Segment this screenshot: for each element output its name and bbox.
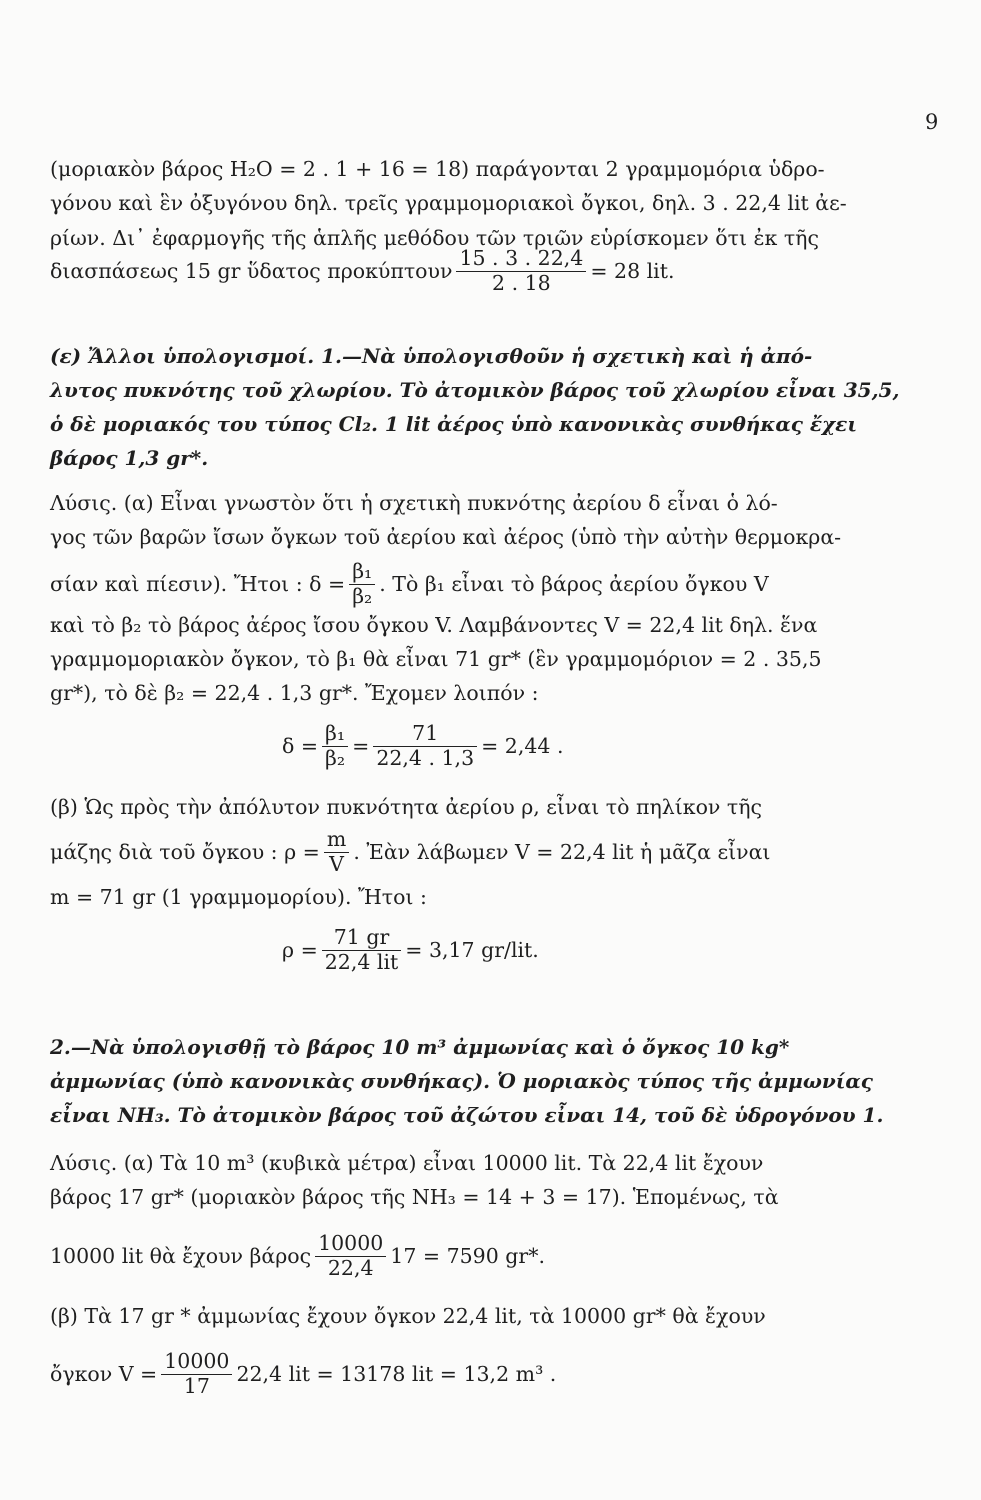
fraction-denominator: 22,4	[327, 1255, 374, 1280]
problem-text: λυτος πυκνότης τοῦ χλωρίου. Τὸ ἀτομικὸν βάρος τοῦ χλωρίου εἶναι 35,5,	[50, 378, 900, 402]
problem-text: ἀμμωνίας (ὑπὸ κανονικὰς συνθήκας). Ὁ μοριακὸς τύπος τῆς ἀμμωνίας	[50, 1069, 873, 1093]
fraction	[322, 722, 348, 770]
text-line-with-fraction	[50, 828, 770, 876]
text-segment: ὄγκον V =	[50, 1361, 158, 1386]
fraction	[161, 1350, 232, 1398]
text-segment: = 28 lit.	[590, 258, 675, 283]
text-line-with-fraction	[50, 247, 675, 295]
text-line-with-fraction	[50, 1350, 556, 1398]
text-segment: σίαν καὶ πίεσιν). Ἤτοι : δ =	[50, 571, 346, 596]
fraction-denominator: V	[329, 851, 344, 876]
text-segment: 22,4 lit = 13178 lit = 13,2 m³ .	[236, 1361, 557, 1386]
problem-heading: (ε) Ἄλλοι ὑπολογισμοί. 1.—Νὰ ὑπολογισθοῦν ἡ σχετικὴ καὶ ἡ ἀπό-	[50, 344, 813, 368]
fraction-numerator: 10000	[161, 1350, 232, 1375]
fraction	[456, 247, 586, 295]
solution-line: Λύσις. (α) Εἶναι γνωστὸν ὅτι ἡ σχετικὴ πυκνότης ἀερίου δ εἶναι ὁ λό-	[50, 491, 778, 515]
fraction-numerator: 10000	[315, 1232, 386, 1257]
equation-operator: =	[352, 734, 370, 759]
fraction	[373, 722, 477, 770]
equation-rhs: = 3,17 gr/lit.	[405, 938, 539, 963]
fraction-numerator: β₁	[349, 560, 375, 585]
equation-relative-density	[282, 722, 563, 770]
fraction-denominator: 22,4 . 1,3	[376, 745, 475, 770]
text-segment: διασπάσεως 15 gr ὕδατος προκύπτουν	[50, 258, 453, 283]
solution-line: (β) Ὡς πρὸς τὴν ἀπόλυτον πυκνότητα ἀερίου ρ, εἶναι τὸ πηλίκον τῆς	[50, 795, 763, 819]
text-line: γόνου καὶ ἓν ὀξυγόνου δηλ. τρεῖς γραμμομοριακοὶ ὄγκοι, δηλ. 3 . 22,4 lit ἀε-	[50, 191, 847, 215]
fraction-numerator: 71 gr	[322, 926, 402, 951]
text-segment: μάζης διὰ τοῦ ὄγκου : ρ =	[50, 839, 320, 864]
text-line-with-fraction	[50, 1232, 545, 1280]
fraction	[324, 828, 349, 876]
fraction-numerator: 15 . 3 . 22,4	[456, 247, 586, 272]
fraction-denominator: 17	[183, 1373, 210, 1398]
solution-line: m = 71 gr (1 γραμμομορίου). Ἤτοι :	[50, 885, 427, 909]
fraction-numerator: β₁	[322, 722, 348, 747]
text-line: ρίων. Δι᾽ ἐφαρμογῆς τῆς ἁπλῆς μεθόδου τῶν τριῶν εὑρίσκομεν ὅτι ἐκ τῆς	[50, 226, 819, 250]
equation-absolute-density	[282, 926, 539, 974]
equation-lhs: δ =	[282, 734, 319, 759]
solution-line: gr*), τὸ δὲ β₂ = 22,4 . 1,3 gr*. Ἔχομεν λοιπόν :	[50, 681, 539, 705]
solution-line: γος τῶν βαρῶν ἴσων ὄγκων τοῦ ἀερίου καὶ ἀέρος (ὑπὸ τὴν αὐτὴν θερμοκρα-	[50, 525, 842, 549]
text-segment: 17 = 7590 gr*.	[390, 1243, 545, 1268]
problem-text: ὁ δὲ μοριακός του τύπος Cl₂. 1 lit ἀέρος ὑπὸ κανονικὰς συνθήκας ἔχει	[50, 412, 858, 436]
fraction	[315, 1232, 386, 1280]
solution-line: γραμμομοριακὸν ὄγκον, τὸ β₁ θὰ εἶναι 71 gr* (ἓν γραμμομόριον = 2 . 35,5	[50, 647, 822, 671]
fraction-denominator: β₂	[352, 583, 373, 608]
fraction	[349, 560, 375, 608]
fraction-numerator: m	[324, 828, 349, 853]
fraction-denominator: 22,4 lit	[324, 949, 399, 974]
problem-text: εἶναι NH₃. Τὸ ἀτομικὸν βάρος τοῦ ἀζώτου εἶναι 14, τοῦ δὲ ὑδρογόνου 1.	[50, 1103, 884, 1127]
equation-rhs: = 2,44 .	[481, 734, 564, 759]
solution-line: βάρος 17 gr* (μοριακὸν βάρος τῆς NH₃ = 14 + 3 = 17). Ἑπομένως, τὰ	[50, 1185, 779, 1209]
text-segment: . Τὸ β₁ εἶναι τὸ βάρος ἀερίου ὄγκου V	[379, 571, 769, 596]
text-line: (μοριακὸν βάρος H₂O = 2 . 1 + 16 = 18) παράγονται 2 γραμμομόρια ὑδρο-	[50, 157, 825, 181]
text-segment: 10000 lit θὰ ἔχουν βάρος	[50, 1243, 312, 1268]
problem-heading: 2.—Νὰ ὑπολογισθῇ τὸ βάρος 10 m³ ἀμμωνίας καὶ ὁ ὄγκος 10 kg*	[50, 1035, 790, 1059]
fraction-numerator: 71	[373, 722, 477, 747]
fraction	[322, 926, 402, 974]
solution-line: (β) Τὰ 17 gr * ἀμμωνίας ἔχουν ὄγκον 22,4 lit, τὰ 10000 gr* θὰ ἔχουν	[50, 1304, 766, 1328]
solution-line: καὶ τὸ β₂ τὸ βάρος ἀέρος ἴσου ὄγκου V. Λαμβάνοντες V = 22,4 lit δηλ. ἕνα	[50, 613, 818, 637]
equation-lhs: ρ =	[282, 938, 318, 963]
text-line-with-fraction	[50, 560, 769, 608]
solution-line: Λύσις. (α) Τὰ 10 m³ (κυβικὰ μέτρα) εἶναι 10000 lit. Τὰ 22,4 lit ἔχουν	[50, 1151, 764, 1175]
fraction-denominator: β₂	[325, 745, 346, 770]
problem-text: βάρος 1,3 gr*.	[50, 446, 209, 470]
text-segment: . Ἐὰν λάβωμεν V = 22,4 lit ἡ μᾶζα εἶναι	[353, 839, 771, 864]
fraction-denominator: 2 . 18	[492, 270, 551, 295]
page-number: 9	[925, 110, 939, 134]
